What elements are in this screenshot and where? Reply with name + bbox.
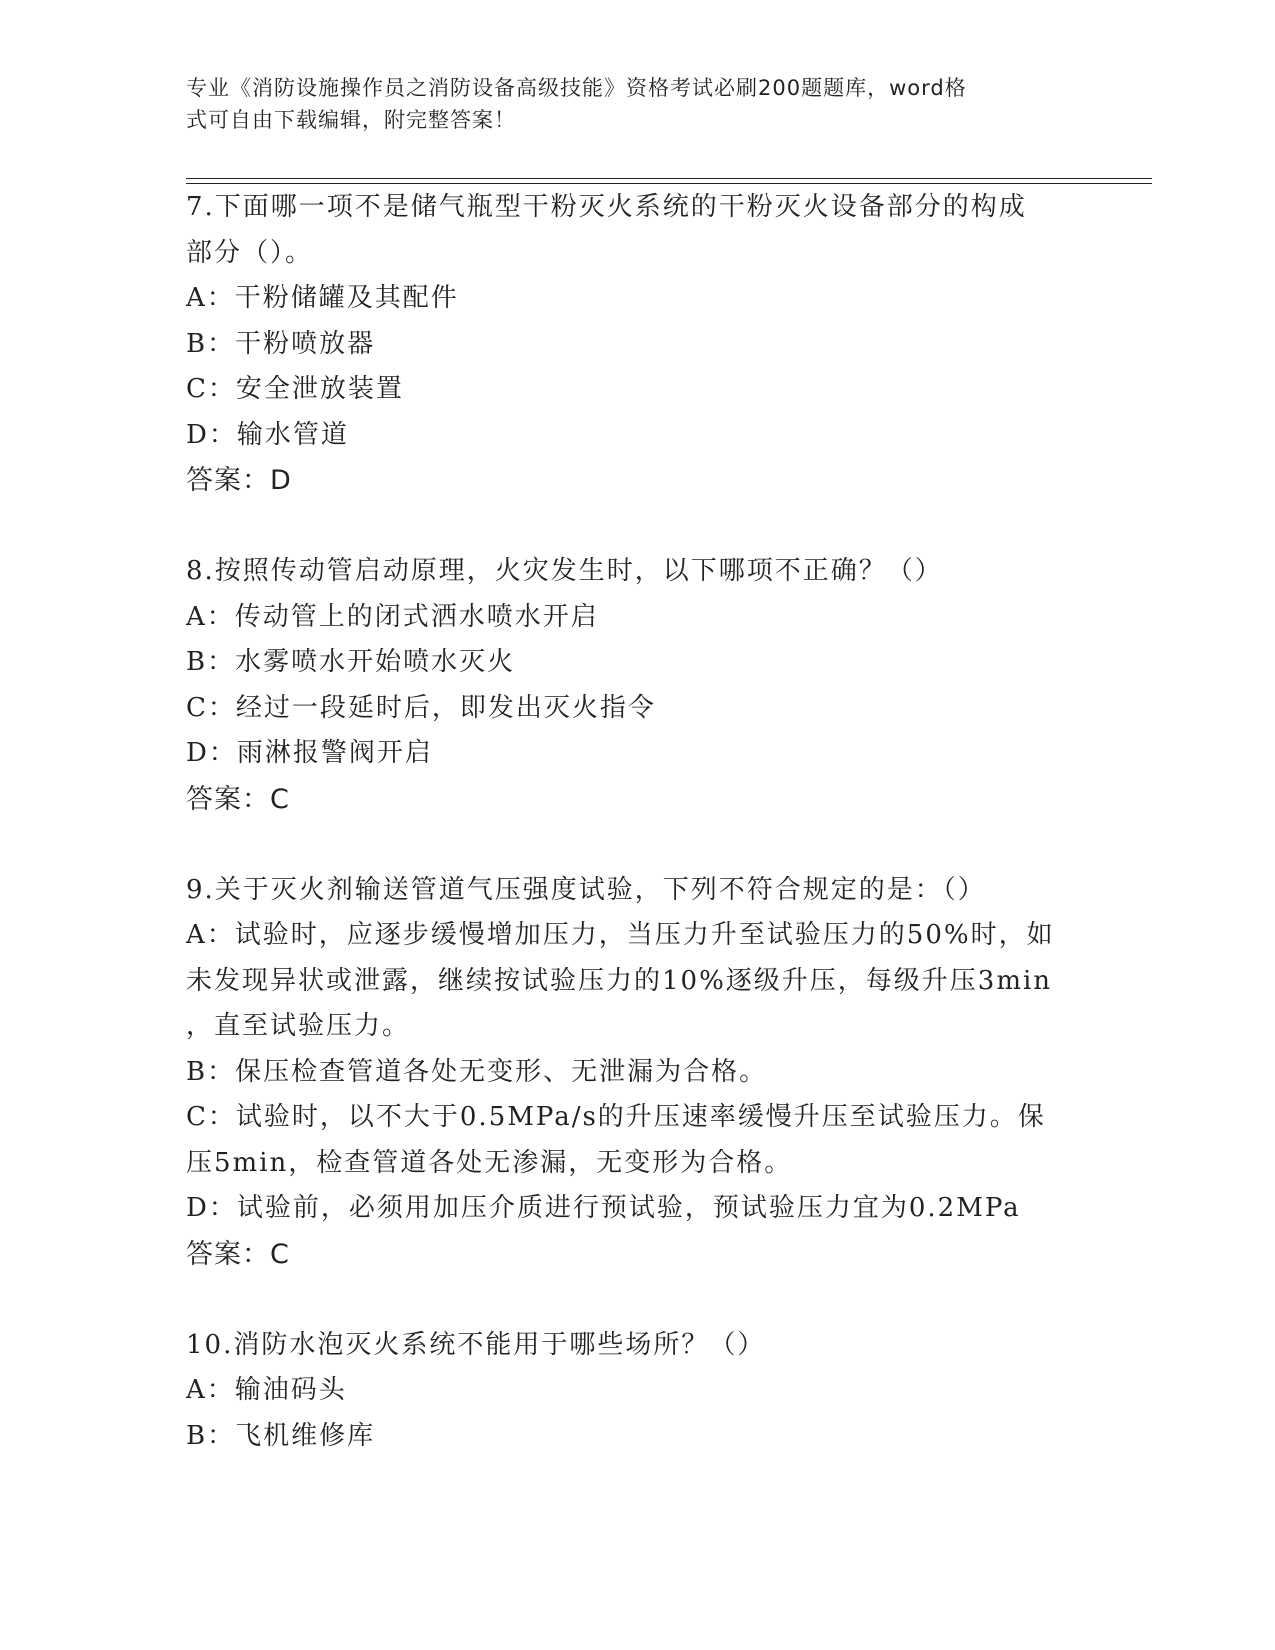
question-list xyxy=(186,185,1066,1459)
option-d: D：雨淋报警阀开启 xyxy=(186,738,433,768)
option-c: C：安全泄放装置 xyxy=(186,374,404,404)
answer-line: 答案：C xyxy=(186,783,290,815)
answer-line: 答案：D xyxy=(186,465,292,496)
answer-line: 答案：C xyxy=(186,1238,290,1270)
header-title-line-2: 式可自由下载编辑，附完整答案！ xyxy=(186,108,516,132)
document-header xyxy=(186,72,1066,136)
question-stem-line: 8.按照传动管启动原理，火灾发生时，以下哪项不正确？（） xyxy=(186,556,943,586)
spacer xyxy=(186,822,1066,868)
option-d: D：试验前，必须用加压介质进行预试验，预试验压力宜为0.2MPa xyxy=(186,1193,1021,1223)
option-a: A：传动管上的闭式洒水喷水开启 xyxy=(186,601,599,632)
option-b: B：保压检查管道各处无变形、无泄漏为合格。 xyxy=(186,1056,768,1087)
option-b: B：干粉喷放器 xyxy=(186,328,376,359)
option-c: C：经过一段延时后，即发出灭火指令 xyxy=(186,692,656,723)
question-8 xyxy=(186,549,1066,822)
spacer xyxy=(186,504,1066,550)
option-a: A：试验时，应逐步缓慢增加压力，当压力升至试验压力的50%时，如 xyxy=(186,920,1055,950)
option-d: D：输水管道 xyxy=(186,419,349,450)
question-stem-line: 7.下面哪一项不是储气瓶型干粉灭火系统的干粉灭火设备部分的构成 xyxy=(186,192,1027,222)
option-a: A：干粉储罐及其配件 xyxy=(186,283,459,313)
option-c-continued: 压5min，检查管道各处无渗漏，无变形为合格。 xyxy=(186,1147,793,1178)
option-a: A：输油码头 xyxy=(186,1375,347,1405)
option-c: C：试验时，以不大于0.5MPa/s的升压速率缓慢升压至试验压力。保 xyxy=(186,1102,1046,1132)
header-divider-top xyxy=(186,178,1152,179)
option-a-continued: 未发现异状或泄露，继续按试验压力的10%逐级升压，每级升压3min xyxy=(186,965,1053,996)
question-stem-line: 10.消防水泡灭火系统不能用于哪些场所？（） xyxy=(186,1329,766,1360)
spacer xyxy=(186,1277,1066,1323)
question-stem-line: 9.关于灭火剂输送管道气压强度试验，下列不符合规定的是：（） xyxy=(186,874,986,905)
option-b: B：飞机维修库 xyxy=(186,1420,376,1451)
header-title-line-1: 专业《消防设施操作员之消防设备高级技能》资格考试必刷200题题库，word格 xyxy=(186,76,967,100)
question-9 xyxy=(186,868,1066,1278)
option-b: B：水雾喷水开始喷水灭火 xyxy=(186,647,516,677)
question-10 xyxy=(186,1323,1066,1460)
option-a-continued: ，直至试验压力。 xyxy=(186,1011,411,1041)
header-divider-bottom xyxy=(186,183,1152,184)
question-7 xyxy=(186,185,1066,504)
question-stem-line: 部分（）。 xyxy=(186,237,314,268)
